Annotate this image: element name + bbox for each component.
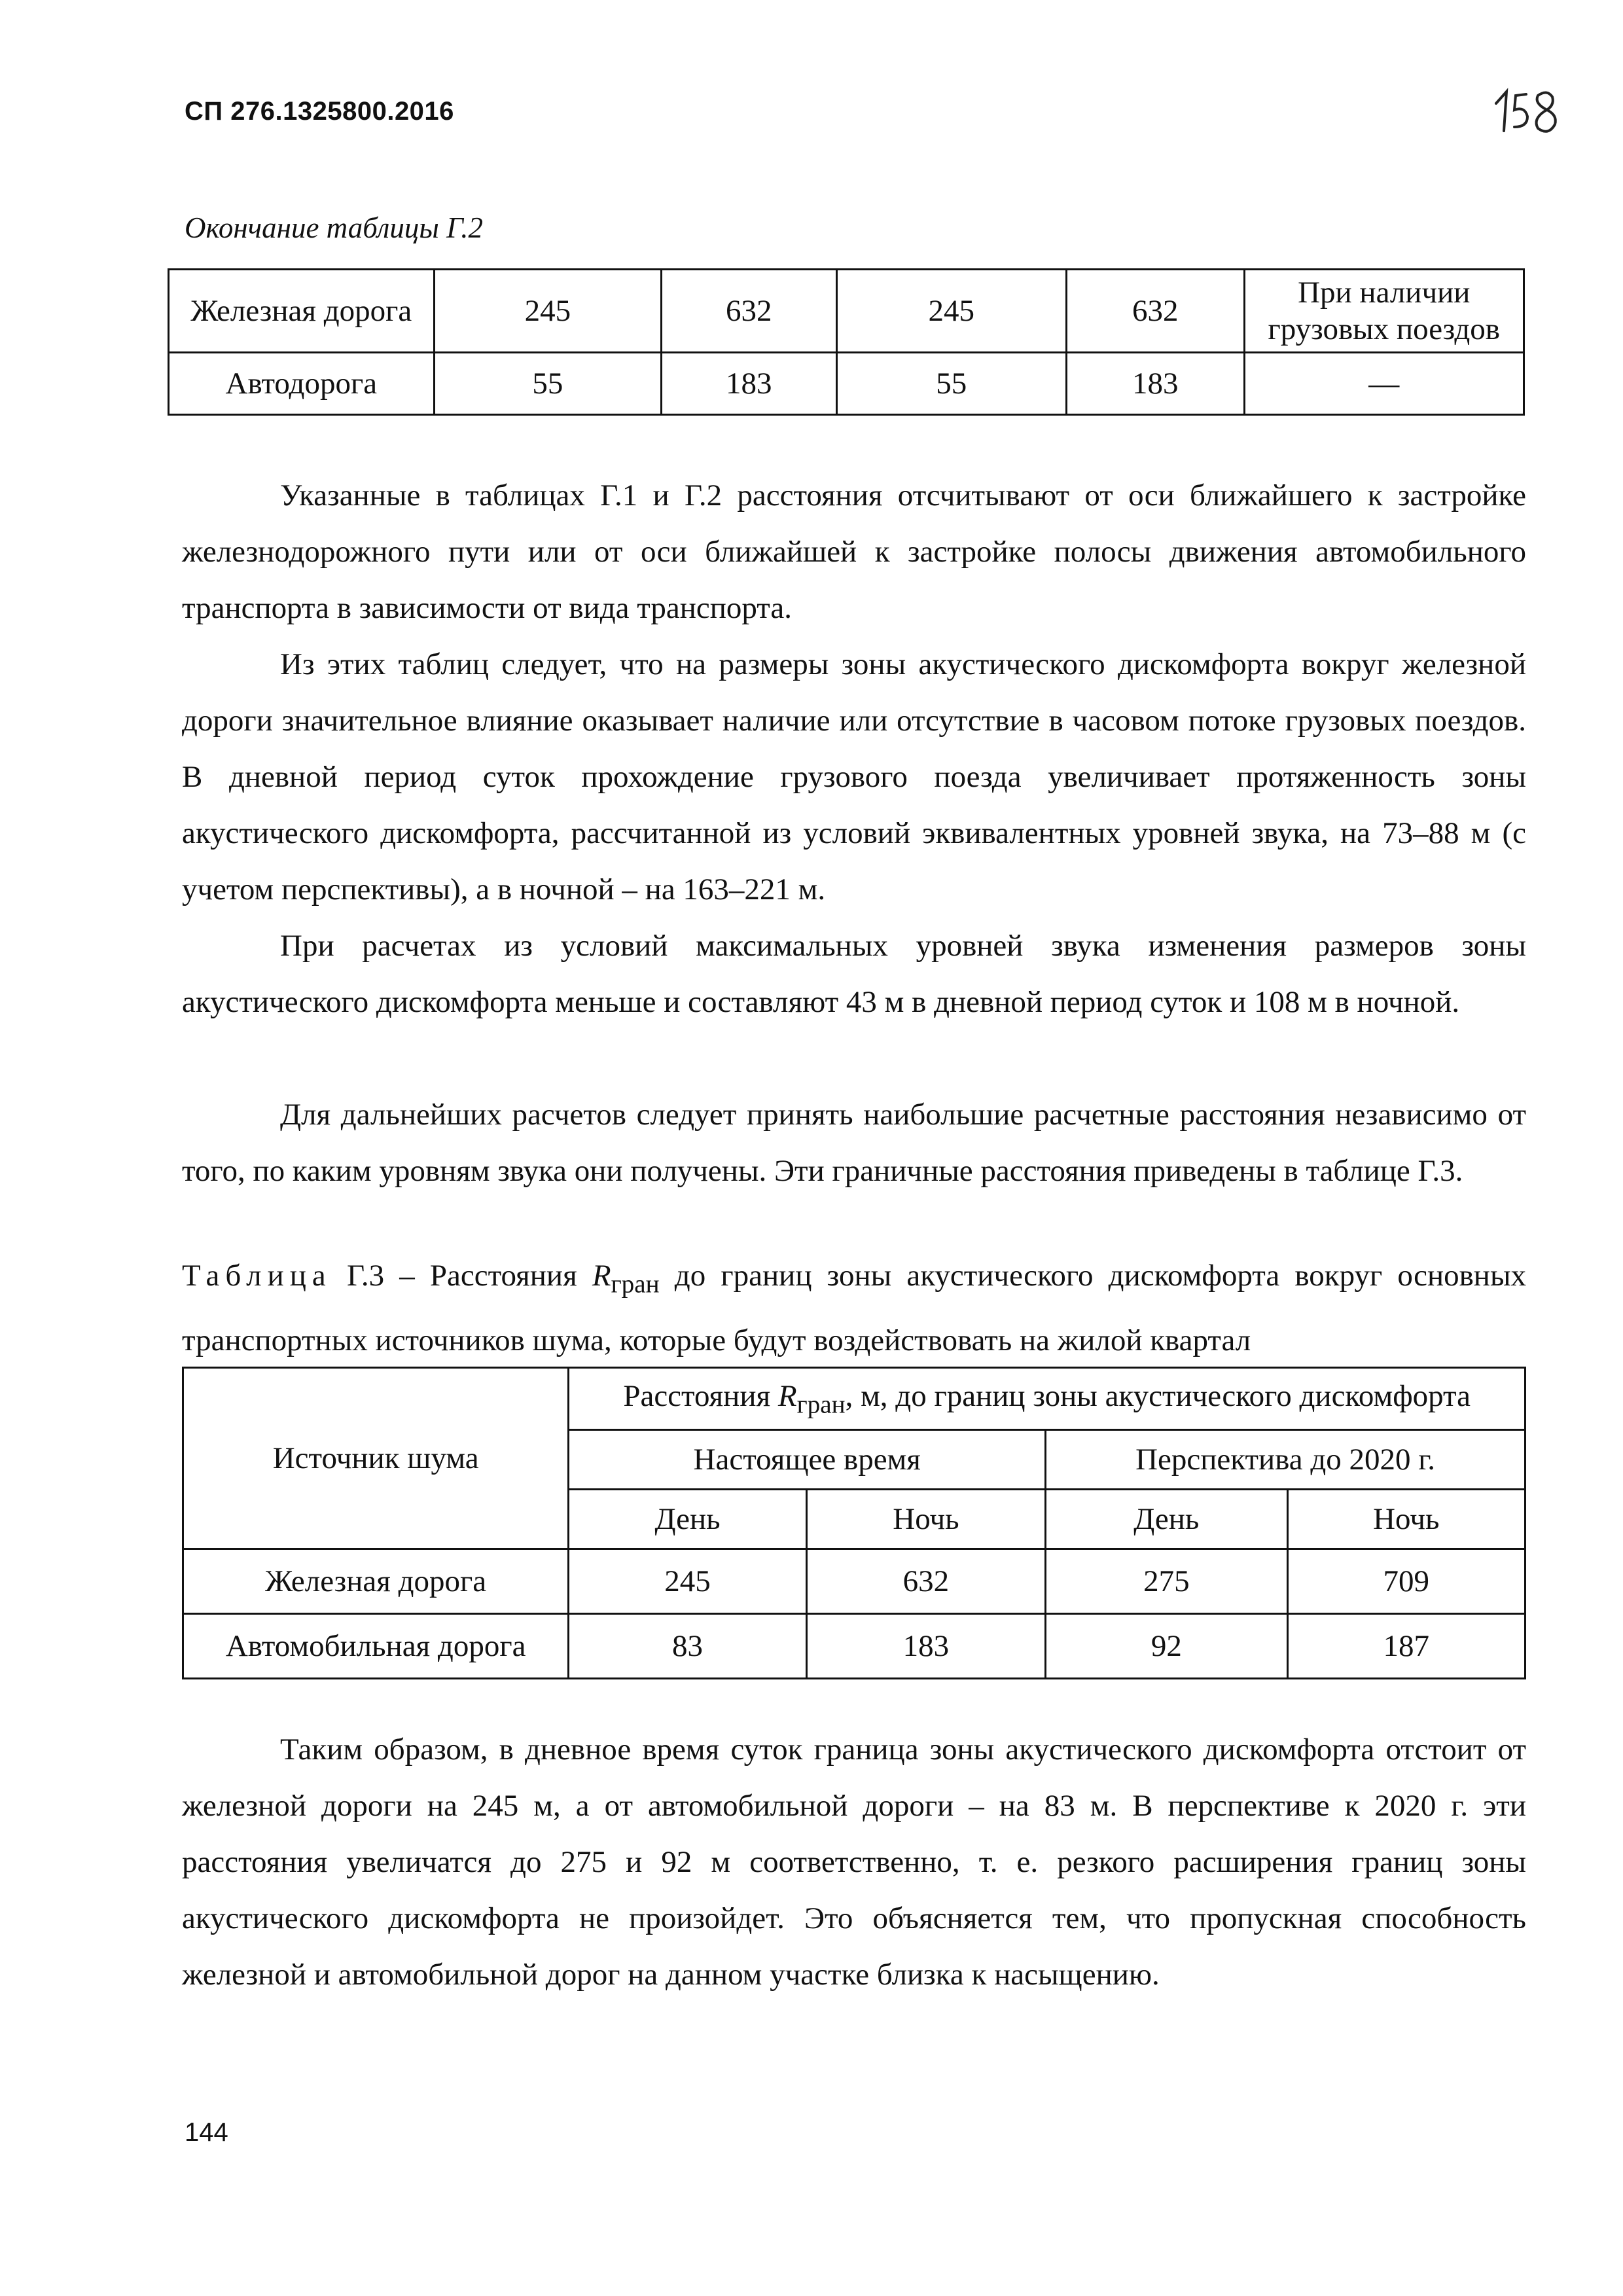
paragraph-5: [182, 1721, 1526, 2003]
header-day: День: [569, 1490, 806, 1549]
table-g2-end: [168, 268, 1525, 416]
paragraph-4-text: Для дальнейших расчетов следует принять наибольшие расчетные расстояния независимо от того, по каким уровням звука они получены. Эти граничные расстояния приведены в таблице Г.3.: [182, 1098, 1526, 1188]
header-night: Ночь: [806, 1490, 1045, 1549]
paragraph-2-text: Из этих таблиц следует, что на размеры зоны акустического дискомфорта вокруг железной дороги значительное влияние оказывает наличие или отсутствие в часовом потоке грузовых поездов. В дневной период суток прохождение грузового поезда увеличивает протяженность зоны акустического дискомфорта, рассчитанной из условий эквивалентных уровней звука, на 73–88 м (с учетом перспективы), а в ночной – на 163–221 м.: [182, 647, 1526, 906]
table-cell: 245: [434, 270, 661, 353]
table-cell-note: —: [1244, 353, 1524, 415]
document-code: СП 276.1325800.2016: [185, 97, 454, 126]
table-g3: [182, 1367, 1526, 1679]
header-source: Источник шума: [183, 1368, 569, 1549]
handwritten-page-number-drawing: [1492, 84, 1564, 136]
table-cell: 275: [1046, 1549, 1287, 1614]
table-cell: 183: [1066, 353, 1244, 415]
table-cell: 632: [806, 1549, 1045, 1614]
r-symbol: R: [777, 1378, 797, 1413]
table-g3-caption: [182, 1247, 1526, 1369]
table-cell-source: Железная дорога: [169, 270, 435, 353]
header-future-2020: Перспектива до 2020 г.: [1046, 1430, 1525, 1490]
table-row: [183, 1549, 1525, 1614]
header-night: Ночь: [1287, 1490, 1525, 1549]
header-distances: [569, 1368, 1525, 1430]
table-cell: 245: [569, 1549, 806, 1614]
paragraph-5-text: Таким образом, в дневное время суток граница зоны акустического дискомфорта отстоит от железной дороги на 245 м, а от автомобильной дороги – на 83 м. В перспективе к 2020 г. эти расстояния увеличатся до 275 и 92 м соответственно, т. е. резкого расширения границ зоны акустического дискомфорта не произойдет. Это объясняется тем, что пропускная способность железной и автомобильной дорог на данном участке близка к насыщению.: [182, 1732, 1526, 1992]
table-g3-caption-number: Г.3 – Расстояния: [346, 1259, 577, 1293]
paragraph-3: [182, 918, 1526, 1030]
table-cell: 187: [1287, 1614, 1525, 1679]
header-distances-prefix: Расстояния: [623, 1378, 771, 1413]
paragraph-1-text: Указанные в таблицах Г.1 и Г.2 расстояния отсчитывают от оси ближайшего к застройке железнодорожного пути или от оси ближайшей к застройке полосы движения автомобильного транспорта в зависимости от вида транспорта.: [182, 478, 1526, 625]
table-g2-end-caption: Окончание таблицы Г.2: [185, 211, 484, 244]
r-symbol: R: [592, 1259, 611, 1293]
table-cell: 92: [1046, 1614, 1287, 1679]
table-g3-caption-rest: до границ зоны акустического дискомфорта вокруг основных транспортных источников шума, которые будут воздействовать на жилой квартал: [182, 1259, 1527, 1358]
table-cell: 709: [1287, 1549, 1525, 1614]
header-distances-suffix: , м, до границ зоны акустического дискомфорта: [845, 1378, 1471, 1413]
header-day: День: [1046, 1490, 1287, 1549]
page-number: 144: [185, 2118, 228, 2147]
paragraph-1: [182, 467, 1526, 636]
table-cell: 55: [836, 353, 1066, 415]
handwritten-page-number: [1492, 84, 1564, 139]
table-row: [169, 270, 1524, 353]
paragraph-4: [182, 1086, 1526, 1199]
table-row: [169, 353, 1524, 415]
paragraph-3-text: При расчетах из условий максимальных уровней звука изменения размеров зоны акустического дискомфорта меньше и составляют 43 м в дневной период суток и 108 м в ночной.: [182, 929, 1526, 1019]
table-cell: 55: [434, 353, 661, 415]
table-cell-source: Железная дорога: [183, 1549, 569, 1614]
table-cell-source: Автодорога: [169, 353, 435, 415]
table-cell: 245: [836, 270, 1066, 353]
r-subscript: гран: [611, 1270, 660, 1299]
header-present-time: Настоящее время: [569, 1430, 1046, 1490]
table-cell-note: При наличии грузовых поездов: [1244, 270, 1524, 353]
table-cell: 183: [806, 1614, 1045, 1679]
table-row: [183, 1614, 1525, 1679]
r-subscript: гран: [796, 1390, 846, 1419]
table-cell: 183: [662, 353, 837, 415]
paragraph-2: [182, 636, 1526, 918]
table-header-row: [183, 1368, 1525, 1430]
table-g3-caption-label: Таблица: [182, 1259, 332, 1293]
table-cell: 632: [1066, 270, 1244, 353]
table-cell-source: Автомобильная дорога: [183, 1614, 569, 1679]
table-cell: 632: [662, 270, 837, 353]
table-cell: 83: [569, 1614, 806, 1679]
